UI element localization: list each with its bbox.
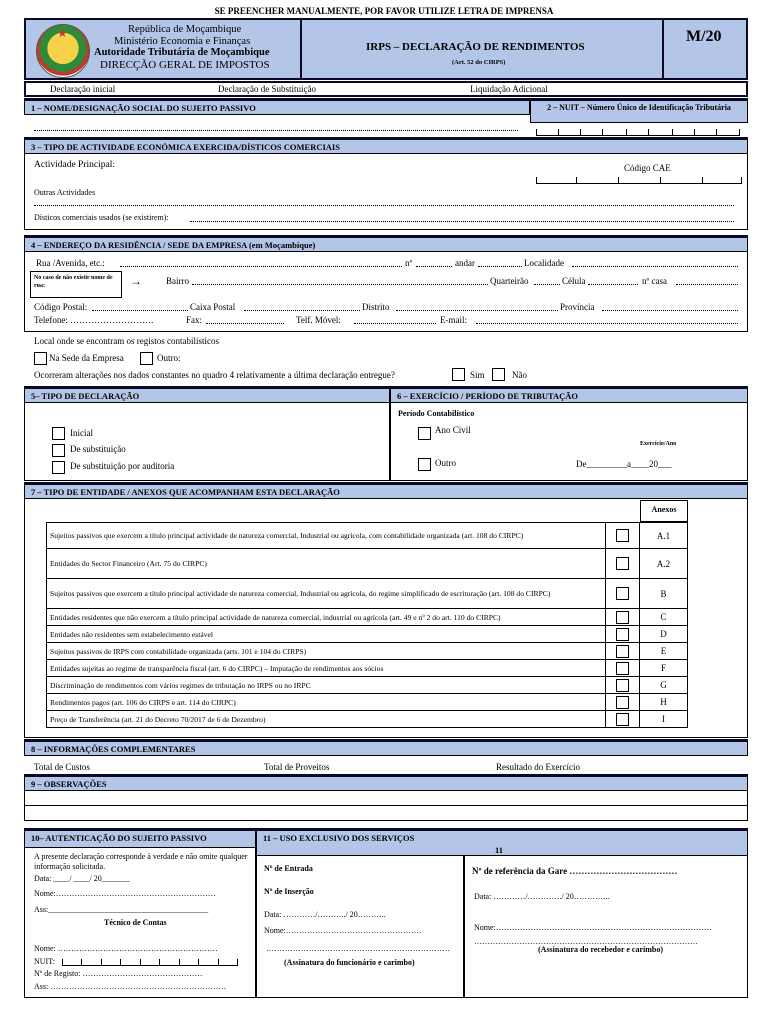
servicos-nome-field[interactable]: Nome:…………………………………………… <box>264 926 422 935</box>
name-field[interactable] <box>34 130 518 131</box>
total-custos-label: Total de Custos <box>34 762 90 772</box>
entity-label: Entidades não residentes sem estabelecimento estável <box>47 626 606 643</box>
org-line-1: República de Moçambique <box>128 24 242 35</box>
codigo-postal-field[interactable] <box>92 310 188 311</box>
decl-type-inicial: Declaração inicial <box>50 84 116 94</box>
section-7-title: 7 – TIPO DE ENTIDADE / ANEXOS QUE ACOMPANHAM ESTA DECLARAÇÃO <box>24 482 748 499</box>
sede-checkbox[interactable] <box>34 352 47 365</box>
tecnico-ass-field[interactable]: Ass: ………………………………………………………… <box>34 982 227 991</box>
entity-label: Sujeitos passivos que exercem a título principal actividade de natureza comercial, Industrial ou agrícola, com contabilidade organizada (art. 108 do CIRPC) <box>47 523 606 549</box>
andar-field[interactable] <box>478 266 522 267</box>
tipo-substituicao-checkbox[interactable] <box>52 444 65 457</box>
distrito-label: Distrito <box>362 302 390 312</box>
codigo-postal-label: Código Postal: <box>34 302 88 312</box>
arrow-icon: → <box>130 274 142 288</box>
auth-nome-field[interactable]: Nome:…………………………………………………… <box>34 889 216 898</box>
gare-nome-field[interactable]: Nome:……………………………………………………………………… <box>474 923 712 932</box>
telefone-label: Telefone: ………………………. <box>34 315 154 325</box>
bairro-field[interactable] <box>192 284 488 285</box>
email-label: E-mail: <box>440 315 467 325</box>
casa-field[interactable] <box>676 284 738 285</box>
entity-label: Rendimentos pagos (art. 106 do CIRPS e art. 114 do CIRPC) <box>47 694 606 711</box>
entity-checkbox[interactable] <box>616 713 629 726</box>
auth-ass-field[interactable]: Ass:________________________________________ <box>34 905 209 914</box>
gare-signature-line[interactable]: ………………………………………………………………………… <box>474 937 698 946</box>
entity-checkbox[interactable] <box>616 628 629 641</box>
tipo-substituicao-label: De substituição <box>70 444 126 454</box>
entity-label: Entidades residentes que não exercem a título principal actividade de natureza comercial, industrial ou agrícola (art. 49 e nº 2 do art. 110 do CIRPC) <box>47 609 606 626</box>
entity-checkbox-cell <box>606 643 640 660</box>
entity-checkbox[interactable] <box>616 529 629 542</box>
bairro-label: Bairro <box>166 276 189 286</box>
entity-checkbox-cell <box>606 677 640 694</box>
entity-row <box>47 643 688 660</box>
servicos-signature-line[interactable]: …………………………………………………………… <box>266 944 450 953</box>
section-5-title: 5– TIPO DE DECLARAÇÃO <box>24 386 390 403</box>
tecnico-nuit-label: NUIT: <box>34 957 55 966</box>
section-9-title: 9 – OBSERVAÇÕES <box>24 774 748 791</box>
numero-field[interactable] <box>416 266 452 267</box>
annex-code: I <box>640 711 688 728</box>
entity-checkbox[interactable] <box>616 645 629 658</box>
decl-type-liquidacao: Liquidação Adicional <box>470 84 548 94</box>
entity-checkbox-cell <box>606 694 640 711</box>
entity-checkbox-cell <box>606 549 640 579</box>
entity-label: Preço de Transferência (art. 21 do Decreto 70/2017 de 6 de Dezembro) <box>47 711 606 728</box>
annex-code: B <box>640 579 688 609</box>
annex-code: D <box>640 626 688 643</box>
entity-row <box>47 626 688 643</box>
other-activities-label: Outras Actividades <box>34 188 96 197</box>
disticos-label: Dísticos comerciais usados (se existirem): <box>34 213 169 222</box>
entity-row <box>47 523 688 549</box>
movel-field[interactable] <box>354 323 436 324</box>
section-2-title: 2 – NUIT – Número Único de Identificação Tributária <box>530 98 748 123</box>
entity-row <box>47 694 688 711</box>
rua-field[interactable] <box>120 266 402 267</box>
section-11-title <box>256 828 748 856</box>
caixa-postal-field[interactable] <box>244 310 360 311</box>
entity-checkbox-cell <box>606 711 640 728</box>
resultado-label: Resultado do Exercício <box>496 762 580 772</box>
alteracoes-nao-label: Não <box>512 370 527 380</box>
section-8-title: 8 – INFORMAÇÕES COMPLEMENTARES <box>24 739 748 756</box>
andar-label: andar <box>455 258 475 268</box>
entity-checkbox[interactable] <box>616 611 629 624</box>
servicos-assinatura-label: (Assinatura do funcionário e carimbo) <box>284 958 415 967</box>
tipo-auditoria-checkbox[interactable] <box>52 461 65 474</box>
entity-label: Entidades do Sector Financeiro (Art. 75 do CIRPC) <box>47 549 606 579</box>
star-icon: ★ <box>57 26 68 40</box>
tipo-auditoria-label: De substituição por auditoria <box>70 461 175 471</box>
fax-field[interactable] <box>206 323 284 324</box>
periodo-outro-checkbox[interactable] <box>418 458 431 471</box>
observacoes-line <box>24 805 748 806</box>
outro-checkbox[interactable] <box>140 352 153 365</box>
gare-data-field[interactable]: Data: …………/…………./ 20………….. <box>474 892 610 901</box>
quarteirao-field[interactable] <box>534 284 560 285</box>
localidade-field[interactable] <box>572 266 738 267</box>
entity-label: Entidades sujeitas ao regime de transparência fiscal (art. 6 do CIRPC) – Imputação de rendimentos aos sócios <box>47 660 606 677</box>
entity-row <box>47 579 688 609</box>
cae-label: Código CAE <box>624 163 671 173</box>
auth-statement: A presente declaração corresponde à verdade e não omite qualquer informação solicitada. <box>34 852 248 871</box>
auth-data-field[interactable]: Data: ____/ ____/ 20_______ <box>34 874 130 883</box>
alteracoes-nao-checkbox[interactable] <box>492 368 505 381</box>
gare-ref-field[interactable]: Nº de referência da Gare ……………………………… <box>472 866 678 876</box>
entity-row <box>47 660 688 677</box>
entity-checkbox-cell <box>606 523 640 549</box>
annex-code: G <box>640 677 688 694</box>
quarteirao-label: Quarteirão <box>490 276 529 286</box>
tipo-inicial-label: Inicial <box>70 428 93 438</box>
entity-checkbox-cell <box>606 579 640 609</box>
section-4-title: 4 – ENDEREÇO DA RESIDÊNCIA / SEDE DA EMPRESA (em Moçambique) <box>24 235 748 252</box>
entity-checkbox[interactable] <box>616 587 629 600</box>
section-3-title: 3 – TIPO DE ACTIVIDADE ECONÓMICA EXERCIDA/DÍSTICOS COMERCIAIS <box>24 137 748 154</box>
sede-label: Na Sede da Empresa <box>49 353 124 363</box>
alteracoes-sim-checkbox[interactable] <box>452 368 465 381</box>
fax-label: Fax: <box>186 315 203 325</box>
entity-checkbox-cell <box>606 660 640 677</box>
servicos-data-field[interactable]: Data: …………/………../ 20……….. <box>264 910 386 919</box>
section-11-label: 11 – USO EXCLUSIVO DOS SERVIÇOS <box>263 833 415 843</box>
entity-checkbox-cell <box>606 626 640 643</box>
entity-checkbox[interactable] <box>616 679 629 692</box>
tecnico-registo-field[interactable]: Nº de Registo: ……………………………………… <box>34 969 203 978</box>
periodo-dates-field[interactable]: De_________a____20___ <box>576 459 672 469</box>
tipo-inicial-checkbox[interactable] <box>52 427 65 440</box>
section-1-title: 1 – NOME/DESIGNAÇÃO SOCIAL DO SUJEITO PASSIVO <box>24 98 530 115</box>
section-6-title: 6 – EXERCÍCIO / PERÍODO DE TRIBUTAÇÃO <box>390 386 748 403</box>
numero-label: nº <box>405 258 413 268</box>
annex-code: C <box>640 609 688 626</box>
exercicio-label: Exercício/Ano <box>640 441 677 447</box>
provincia-field[interactable] <box>602 310 738 311</box>
annex-code: F <box>640 660 688 677</box>
nuit-field[interactable] <box>536 128 740 136</box>
form-title: IRPS – DECLARAÇÃO DE RENDIMENTOS <box>366 41 585 53</box>
entity-label: Discriminação de rendimentos com vários regimes de tributação no IRPS ou no IRPC <box>47 677 606 694</box>
ano-civil-checkbox[interactable] <box>418 427 431 440</box>
anexos-header: Anexos <box>640 500 688 522</box>
observacoes-field[interactable] <box>24 791 748 821</box>
entity-row <box>47 711 688 728</box>
org-line-4: DIRECÇÃO GERAL DE IMPOSTOS <box>100 59 270 71</box>
form-code: M/20 <box>686 28 722 45</box>
entity-checkbox[interactable] <box>616 696 629 709</box>
form-subtitle: (Art. 52 do CIRPS) <box>452 59 506 66</box>
movel-label: Telf. Móvel: <box>296 315 341 325</box>
top-notice: SE PREENCHER MANUALMENTE, POR FAVOR UTILIZE LETRA DE IMPRENSA <box>214 6 554 16</box>
periodo-outro-label: Outro <box>435 458 456 468</box>
tecnico-nuit-field[interactable] <box>62 958 238 966</box>
annex-code: H <box>640 694 688 711</box>
entity-row <box>47 677 688 694</box>
provincia-label: Província <box>560 302 595 312</box>
total-proveitos-label: Total de Proveitos <box>264 762 330 772</box>
entity-checkbox[interactable] <box>616 557 629 570</box>
outro-label: Outro: <box>157 353 181 363</box>
entity-row <box>47 549 688 579</box>
tecnico-contas-label: Técnico de Contas <box>104 918 167 927</box>
tecnico-nome-field[interactable]: Nome: …………………………………………………… <box>34 944 218 953</box>
periodo-label: Período Contabilístico <box>398 409 475 418</box>
entity-checkbox[interactable] <box>616 662 629 675</box>
annex-code: A.2 <box>640 549 688 579</box>
cae-field[interactable] <box>536 176 742 184</box>
celula-label: Célula <box>562 276 586 286</box>
entity-checkbox-cell <box>606 609 640 626</box>
gare-assinatura-label: (Assinatura do recebedor e carimbo) <box>538 945 664 954</box>
entrada-label: Nº de Entrada <box>264 864 313 873</box>
distrito-field[interactable] <box>396 310 558 311</box>
caixa-postal-label: Caixa Postal <box>190 302 236 312</box>
annex-code: A.1 <box>640 523 688 549</box>
casa-label: nº casa <box>642 276 668 286</box>
decl-type-substituicao: Declaração de Substituição <box>218 84 316 94</box>
email-field[interactable] <box>476 323 738 324</box>
insercao-label: Nº de Inserção <box>264 887 314 896</box>
declaration-type-row <box>24 81 748 97</box>
annex-code: E <box>640 643 688 660</box>
celula-field[interactable] <box>588 284 638 285</box>
section-11-number: 11 <box>495 845 504 855</box>
localidade-label: Localidade <box>524 258 564 268</box>
section-10-title: 10– AUTENTICAÇÃO DO SUJEITO PASSIVO <box>24 828 256 848</box>
principal-activity-label: Actividade Principal: <box>34 160 115 170</box>
alteracoes-sim-label: Sim <box>470 370 485 380</box>
ano-civil-label: Ano Civil <box>435 425 471 435</box>
disticos-field[interactable] <box>190 221 734 222</box>
rua-label: Rua /Avenida, etc.: <box>36 258 105 268</box>
org-line-2: Ministério Economia e Finanças <box>114 36 251 47</box>
org-line-3: Autoridade Tributária de Moçambique <box>94 47 270 58</box>
alteracoes-question: Ocorreram alterações nos dados constantes no quadro 4 relativamente a última declaração entregue? <box>34 370 395 380</box>
entity-table <box>46 522 688 728</box>
entity-row <box>47 609 688 626</box>
registos-label: Local onde se encontram os registos contabilísticos <box>34 336 219 346</box>
no-street-note: No caso de não existir nome de rua: <box>30 271 122 298</box>
entity-label: Sujeitos passivos de IRPS com contabilidade organizada (arts. 101 e 104 do CIRPS) <box>47 643 606 660</box>
entity-label: Sujeitos passivos que exercem a título principal actividade de natureza comercial, Industrial ou agrícola, do regime simplificado de escrituração (art. 108 do CIRPC) <box>47 579 606 609</box>
other-activities-field[interactable] <box>34 205 734 206</box>
